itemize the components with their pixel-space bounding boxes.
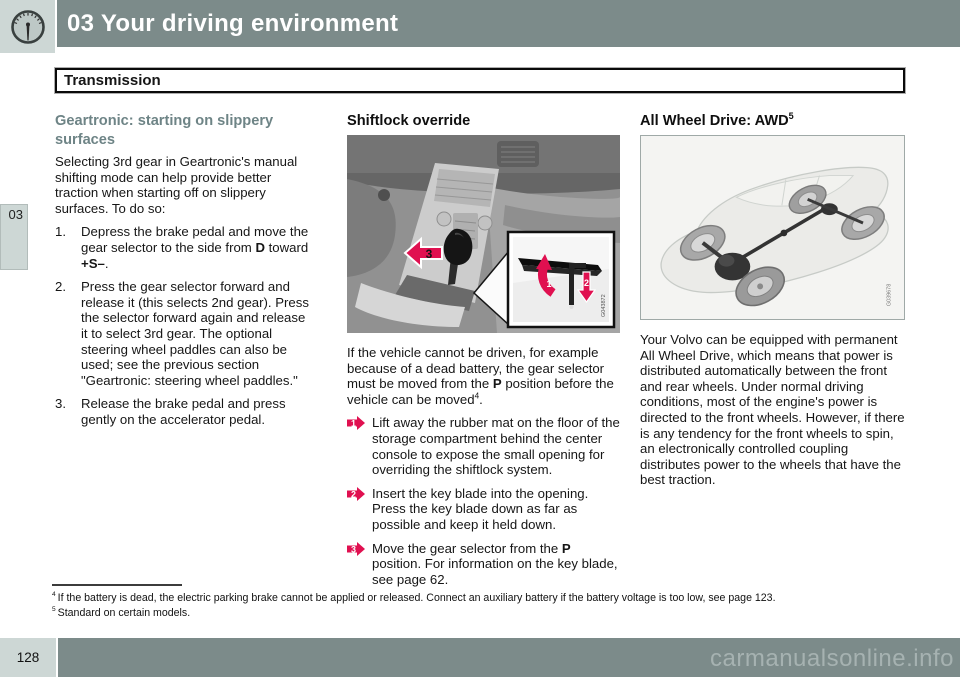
geartronic-step-3 [55, 396, 315, 427]
shiftlock-heading: Shiftlock override [347, 113, 471, 129]
chapter-side-tab [0, 204, 28, 270]
page-number-box [0, 638, 56, 677]
speedometer-gauge-icon [8, 7, 48, 47]
geartronic-intro: Selecting 3rd gear in Geartronic's manual shifting mode can help provide better traction when starting off on slippery surfaces. To do so: [55, 154, 298, 216]
step-text: Release the brake pedal and press gently on the accelerator pedal. [81, 396, 286, 427]
step-text: Lift away the rubber mat on the floor of the storage compartment behind the center console to expose the small opening for overriding the shiftlock system. [372, 415, 620, 478]
shiftlock-step-3 [347, 541, 623, 588]
image-id-label: G039678 [886, 283, 893, 307]
image-id-label: G043872 [601, 294, 607, 317]
footnote-5: $^5$ Standard on certain models. [52, 605, 191, 619]
step-number: 1. [55, 224, 66, 240]
shiftlock-inset [508, 232, 614, 327]
shiftlock-step-1 [347, 415, 623, 477]
chapter-icon-box [0, 0, 55, 53]
svg-text:3: 3 [350, 544, 357, 555]
awd-body: Your Volvo can be equipped with permanent All Wheel Drive, which means that power is distributed automatically between the front and rear wheels. Under normal driving conditions, most of the engine's power is directed to the front wheels. However, if there is any tendency for the front wheels to spin, an electronically controlled coupling distributes power to the wheels that have the best traction. [640, 332, 905, 488]
side-tab-label: 03 [8, 207, 23, 222]
dash-vent [497, 141, 539, 167]
red-arrow-marker-icon [347, 541, 372, 588]
step-text: Press the gear selector forward and release it (this selects 2nd gear). Press the selector forward again and release it to select 3rd gear. The optional steering wheel paddles can also be used; see the previous section "Geartronic: steering wheel paddles." [81, 279, 309, 388]
shiftlock-intro: If the vehicle cannot be driven, for example because of a dead battery, the gear selector must be moved from the P position before the vehicle can be moved$^4$. [347, 345, 614, 407]
column-geartronic [55, 112, 315, 436]
red-arrow-marker-icon [347, 415, 372, 477]
page-number: 128 [16, 650, 40, 665]
step-text: Depress the brake pedal and move the gear selector to the side from D toward +S–. [81, 224, 309, 271]
svg-text:2: 2 [350, 489, 357, 500]
awd-heading: All Wheel Drive: AWD$^5$ [640, 111, 794, 129]
svg-text:3: 3 [425, 247, 433, 261]
geartronic-step-1 [55, 224, 315, 271]
geartronic-heading: Geartronic: starting on slippery surfaces [55, 113, 274, 148]
svg-text:1: 1 [546, 279, 552, 289]
svg-text:2: 2 [583, 278, 590, 288]
footer-band [58, 638, 960, 677]
section-title-box [55, 68, 905, 93]
step-number: 3. [55, 396, 66, 412]
chapter-title: 03 Your driving environment [57, 0, 960, 47]
awd-illustration [641, 136, 904, 319]
section-title: Transmission [64, 72, 161, 89]
footnotes [52, 584, 937, 620]
shiftlock-photo-frame [347, 135, 620, 333]
column-shiftlock [347, 112, 623, 595]
awd-figure-frame [640, 135, 905, 320]
step-text: Insert the key blade into the opening. Press the key blade down as far as possible and keep it held down. [372, 485, 589, 532]
column-awd [640, 112, 907, 488]
step-text: Move the gear selector from the P position. For information on the key blade, see page 62. [372, 540, 618, 587]
shiftlock-step-2 [347, 486, 623, 533]
shiftlock-photo [347, 135, 620, 333]
watermark: carmanualsonline.info [710, 645, 954, 672]
red-arrow-marker-icon [347, 486, 372, 533]
geartronic-step-2 [55, 279, 315, 388]
footnote-4: $^4$ If the battery is dead, the electric parking brake cannot be applied or released. Connect an auxiliary battery if the battery voltage is too low, see page 123. [52, 591, 776, 604]
step-number: 2. [55, 279, 66, 295]
footnote-divider [52, 584, 182, 586]
svg-text:1: 1 [350, 418, 357, 429]
